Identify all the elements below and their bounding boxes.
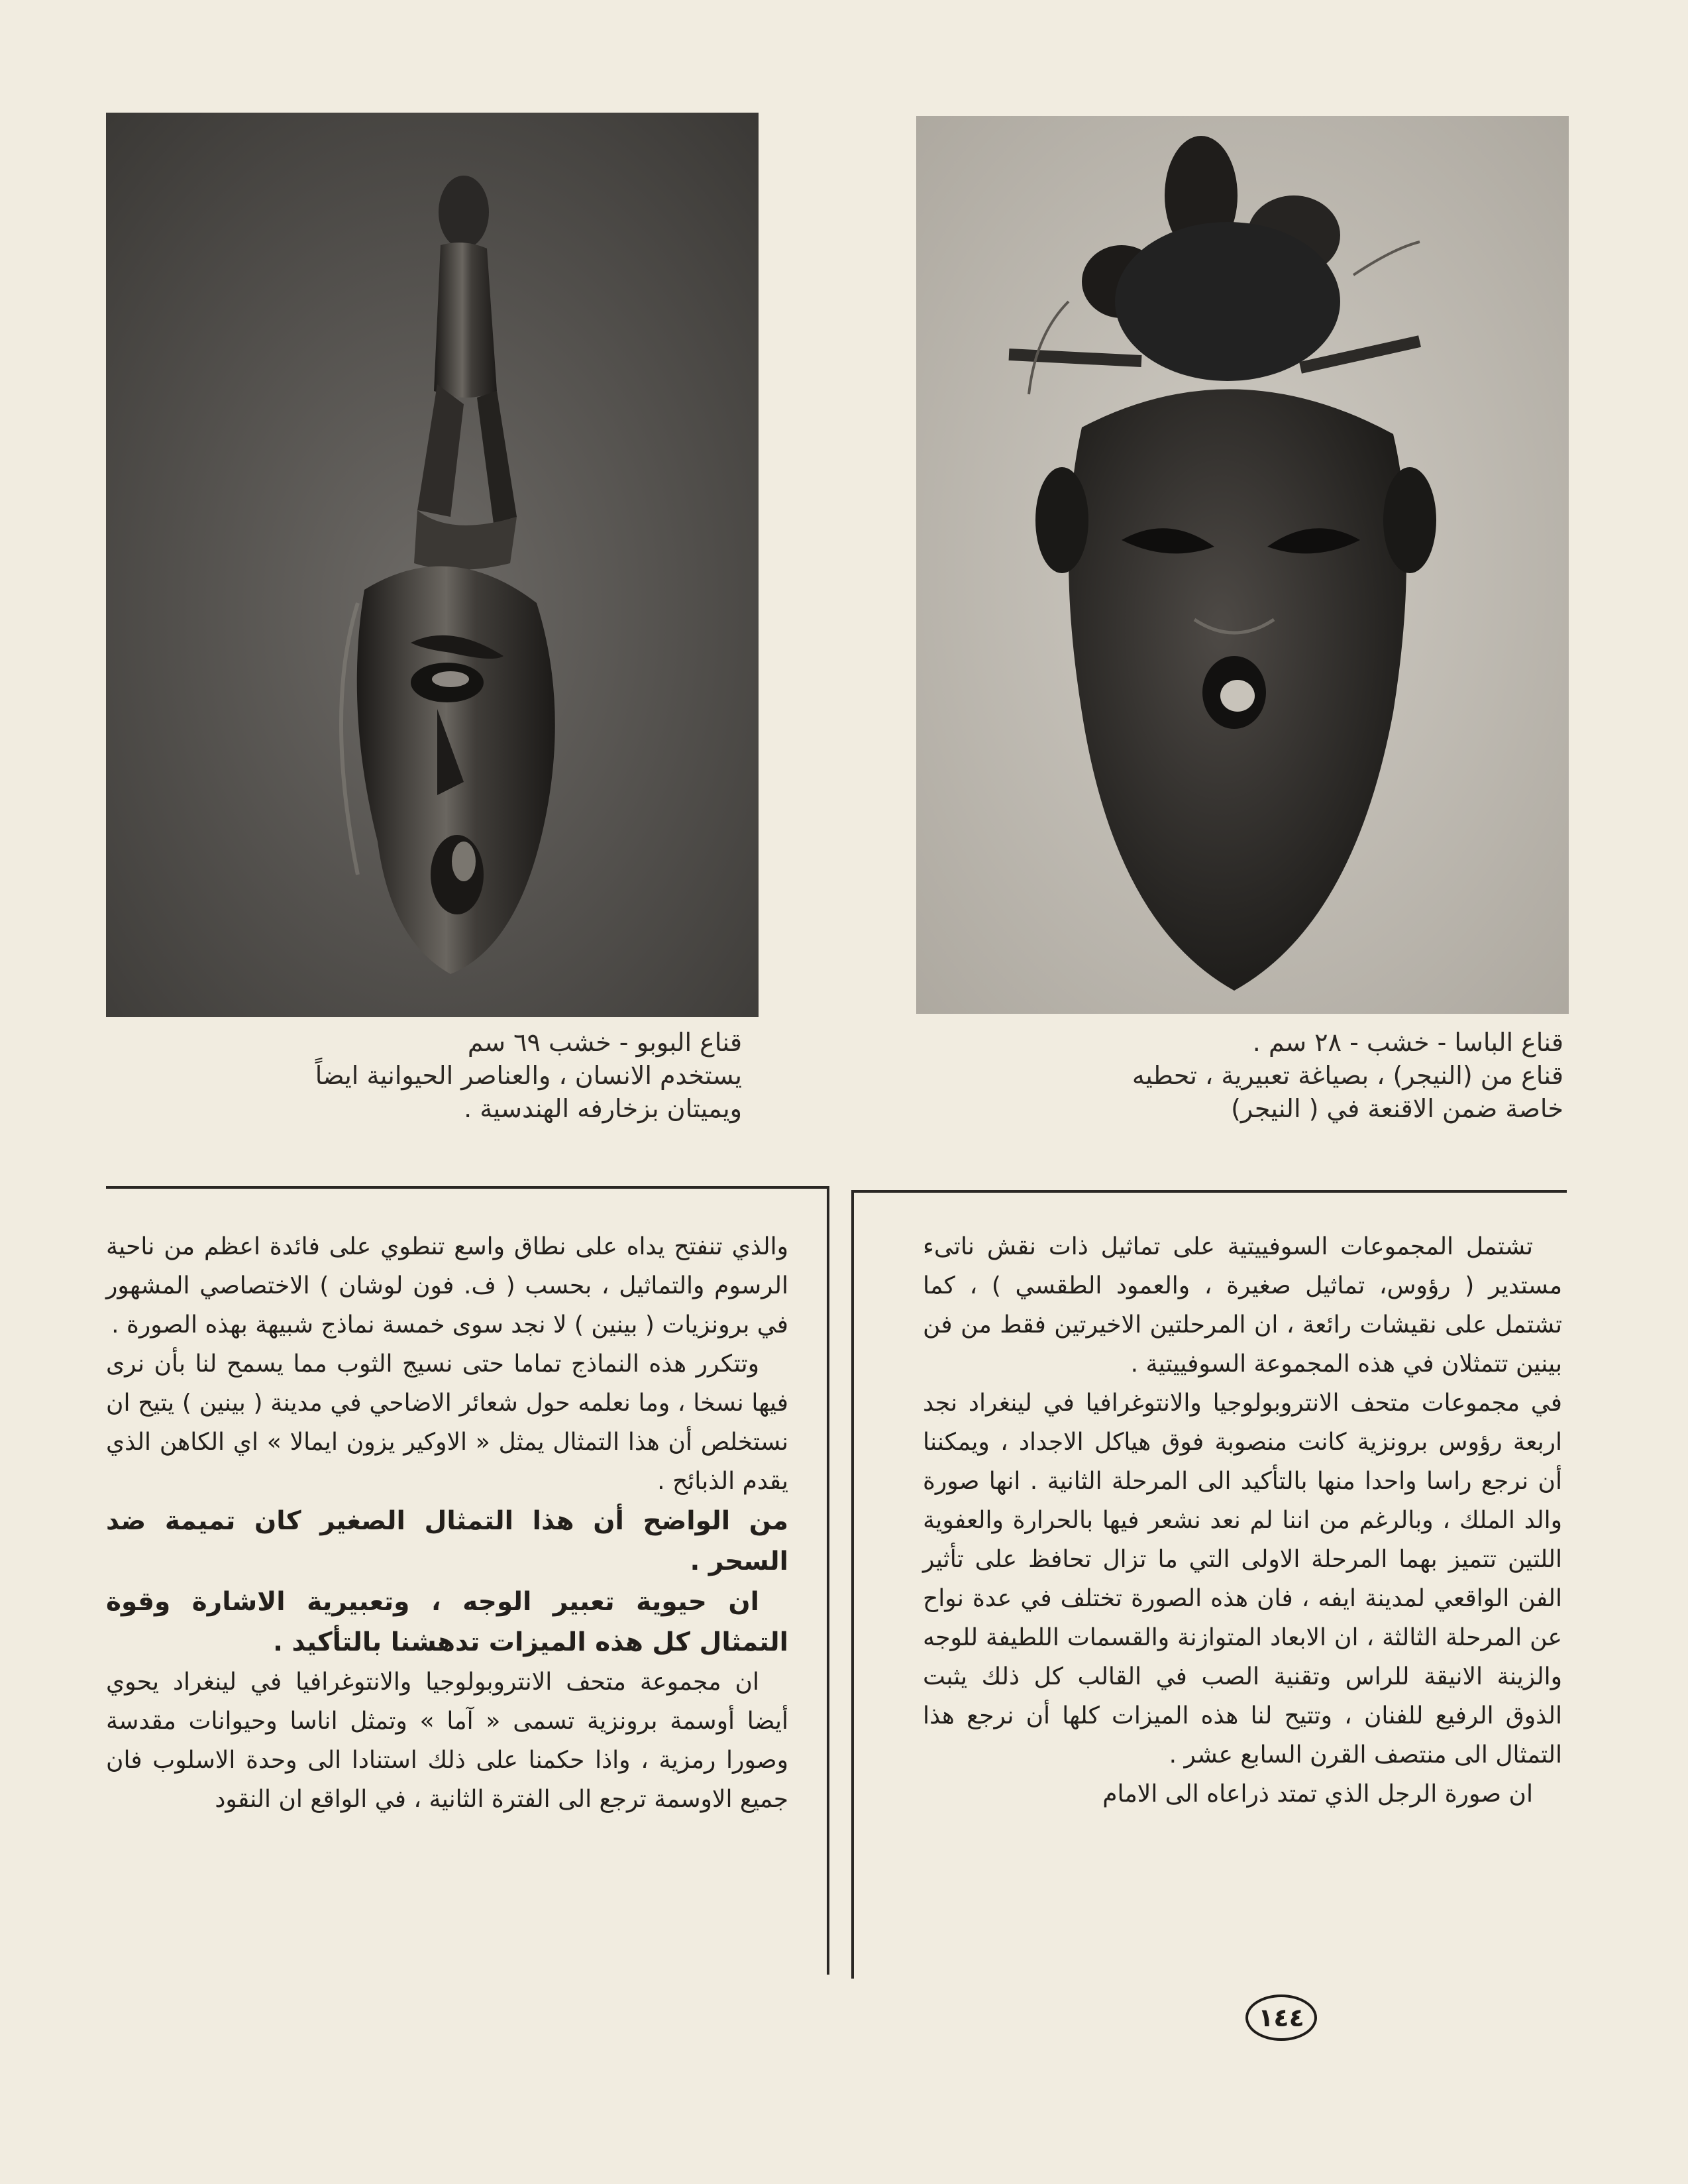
caption-line: قناع الباسا - خشب - ٢٨ سم . bbox=[1252, 1028, 1563, 1057]
paragraph: وتتكرر هذه النماذج تماما حتى نسيج الثوب مما يسمح لنا بأن نرى فيها نسخا ، وما نعلمه حول شعائر الاضاحي في مدينة ( بينين ) يتيح ان نستخلص أن هذا التمثال يمثل « الاوكير يزون ايمالا » اي الكاهن الذي يقدم الذبائح . bbox=[106, 1350, 788, 1495]
article-column-left bbox=[106, 1227, 788, 1819]
caption-line: ويميتان بزخارفه الهندسية . bbox=[464, 1094, 742, 1123]
paragraph: تشتمل المجموعات السوفييتية على تماثيل ذات نقش ناتىء مستدير ( رؤوس، تماثيل صغيرة ، والعمود الطقسي ) ، كما تشتمل على نقيشات رائعة ، ان المرحلتين الاخيرتين فقط من فن بينين تتمثلان في هذه المجموعة السوفييتية . bbox=[923, 1233, 1562, 1378]
right-column-side-rule bbox=[851, 1190, 854, 1979]
paragraph: ان مجموعة متحف الانتروبولوجيا والانتوغرافيا في لينغراد يحوي أيضا أوسمة برونزية تسمى « آما » وتمثل اناسا وحيوانات مقدسة وصورا رمزية ، واذا حكمنا على ذلك استنادا الى وحدة الاسلوب فان جميع الاوسمة ترجع الى الفترة الثانية ، في الواقع ان النقود bbox=[106, 1668, 788, 1813]
caption-line: يستخدم الانسان ، والعناصر الحيوانية ايضاً bbox=[315, 1061, 742, 1090]
caption-basa-mask bbox=[1120, 1026, 1563, 1125]
paragraph: ان صورة الرجل الذي تمتد ذراعاه الى الامام bbox=[1102, 1780, 1533, 1808]
photo-basa-mask bbox=[916, 116, 1569, 1014]
caption-line: خاصة ضمن الاقنعة في ( النيجر) bbox=[1231, 1094, 1563, 1123]
left-column-top-rule bbox=[106, 1186, 828, 1189]
caption-bobo-mask bbox=[278, 1026, 742, 1125]
bold-paragraph: من الواضح أن هذا التمثال الصغير كان تميمة ضد السحر . bbox=[106, 1506, 788, 1576]
caption-line: قناع البوبو - خشب ٦٩ سم bbox=[467, 1028, 742, 1057]
left-column-side-rule bbox=[827, 1186, 829, 1975]
bobo-mask-image bbox=[106, 113, 759, 1017]
paragraph: في مجموعات متحف الانتروبولوجيا والانتوغرافيا في لينغراد نجد اربعة رؤوس برونزية كانت منصوبة فوق هياكل الاجداد ، ويمكننا أن نرجع راسا واحدا منها بالتأكيد الى المرحلة الثانية . انها صورة والد الملك ، وبالرغم من اننا لم نعد نشعر فيها بالحرارة والعفوية اللتين تتميز بهما المرحلة الاولى التي ما تزال تحافظ على تأثير الفن الواقعي لمدينة ايفه ، فان هذه الصورة تختلف في عدة نواح عن المرحلة الثالثة ، ان الابعاد المتوازنة والقسمات اللطيفة للوجه والزينة الانيقة للراس وتقنية الصب في القالب كل ذلك يثبت الذوق الرفيع للفنان ، وتتيح لنا هذه الميزات كلها أن نرجع هذا التمثال الى منتصف القرن السابع عشر . bbox=[923, 1390, 1562, 1769]
paragraph: والذي تنفتح يداه على نطاق واسع تنطوي على فائدة اعظم من ناحية الرسوم والتماثيل ، بحسب ( ف. فون لوشان ) الاختصاصي المشهور في برونزيات ( بينين ) لا نجد سوى خمسة نماذج شبيهة بهذه الصورة . bbox=[106, 1233, 788, 1338]
basa-mask-image bbox=[916, 116, 1569, 1014]
caption-line: قناع من (النيجر) ، بصياغة تعبيرية ، تحطيه bbox=[1132, 1061, 1563, 1090]
bold-paragraph: ان حيوية تعبير الوجه ، وتعبيرية الاشارة وقوة التمثال كل هذه الميزات تدهشنا بالتأكيد . bbox=[106, 1587, 788, 1657]
page-number: ١٤٤ bbox=[1245, 1994, 1317, 2041]
photo-bobo-mask bbox=[106, 113, 759, 1017]
right-column-top-rule bbox=[851, 1190, 1567, 1193]
article-column-right bbox=[923, 1227, 1562, 1814]
